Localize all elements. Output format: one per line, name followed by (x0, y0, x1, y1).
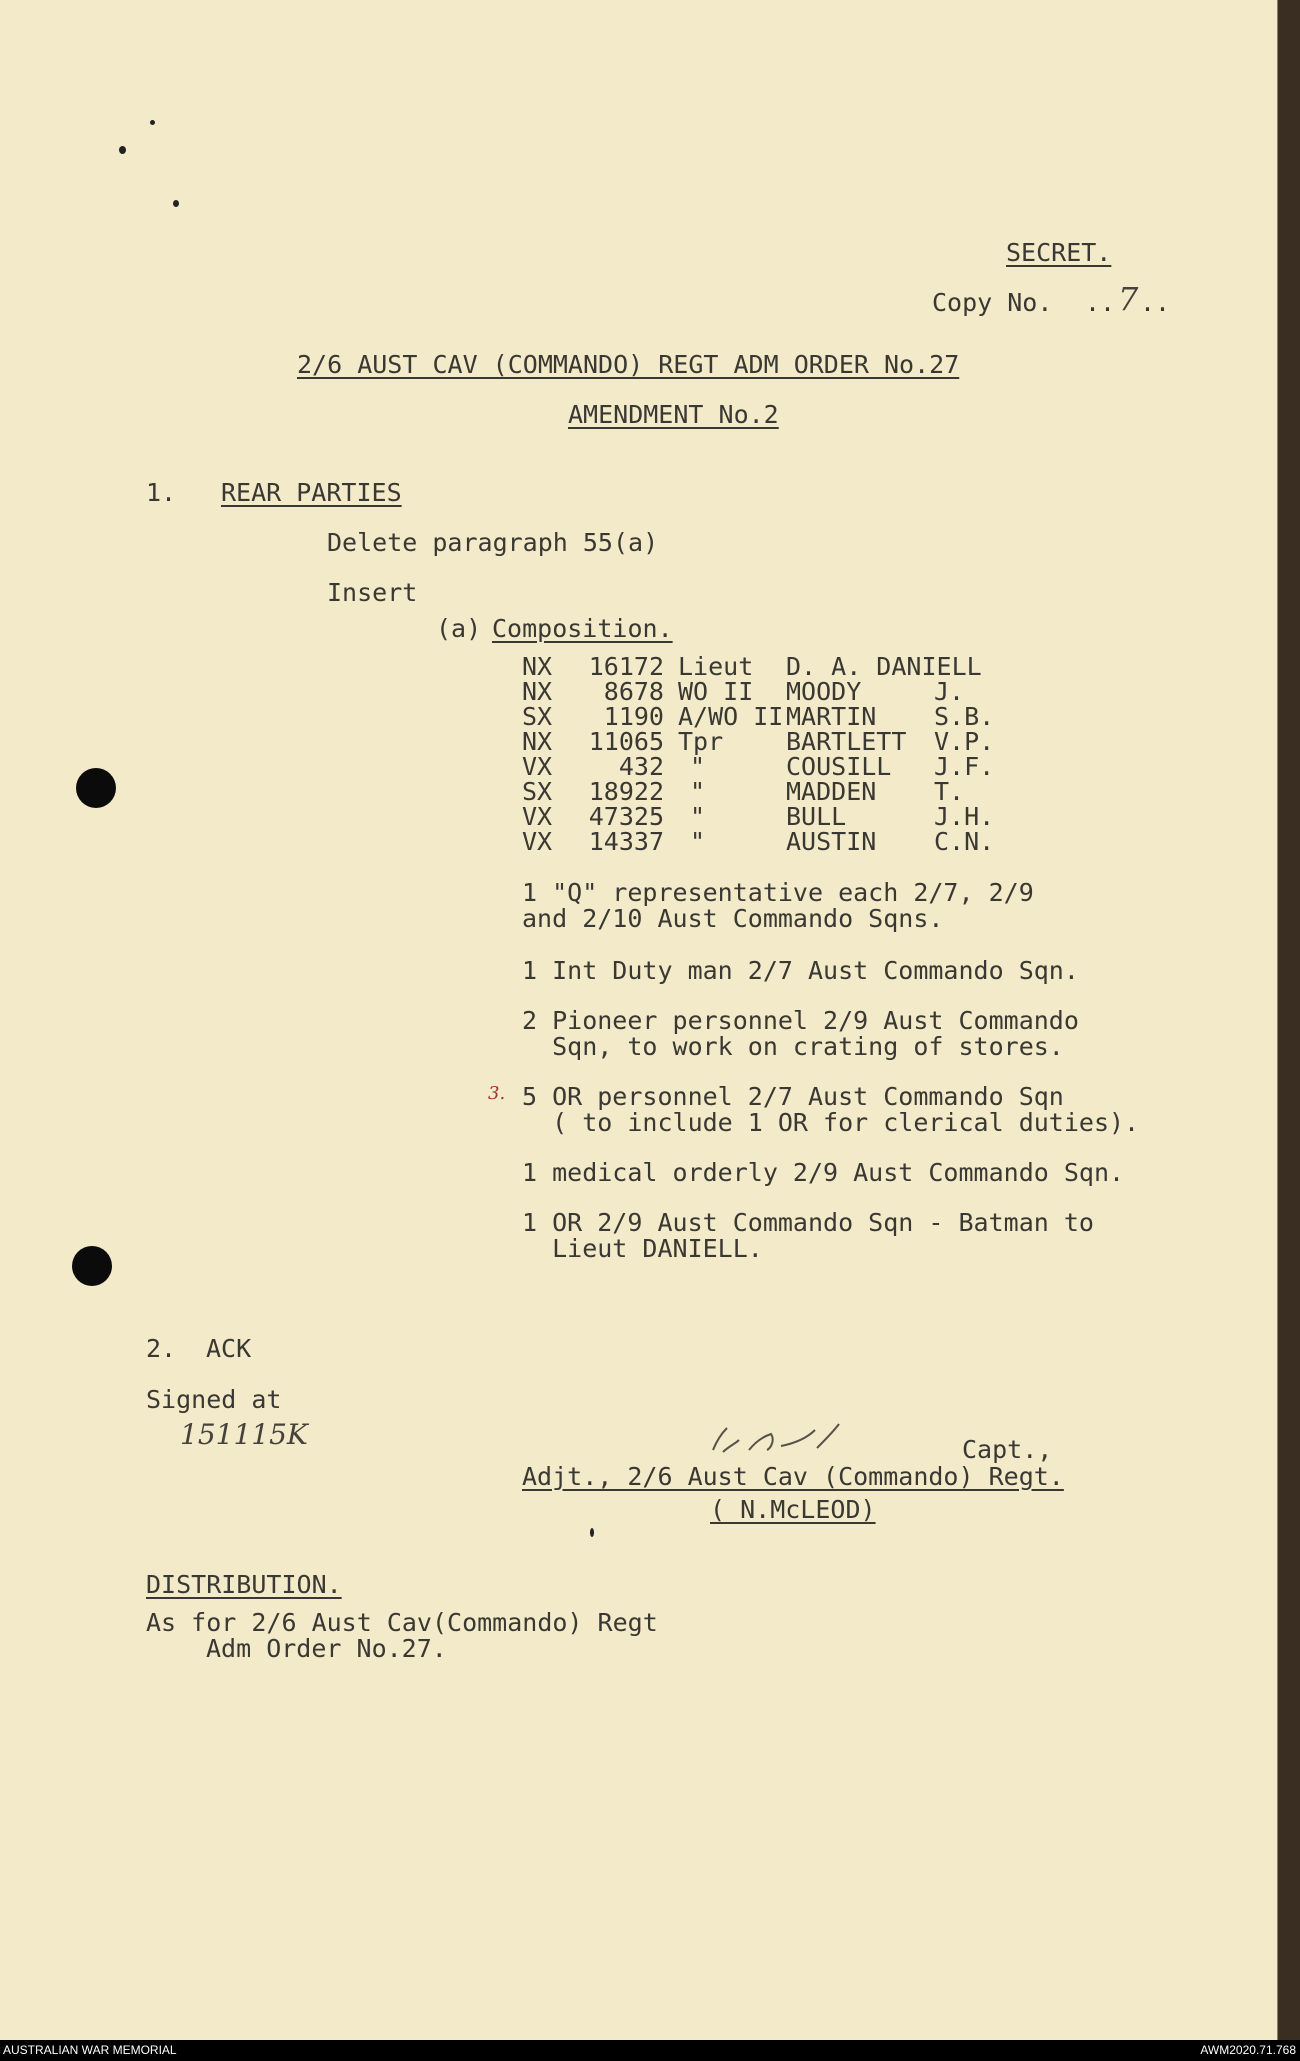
subparagraph-label: (a) (436, 614, 482, 643)
roster-name: D. A. DANIELL (786, 652, 982, 681)
roster-number: 432 (618, 752, 664, 781)
roster-prefix: VX (522, 827, 553, 856)
section-2-number: 2. (146, 1334, 177, 1363)
roster-number: 11065 (588, 727, 664, 756)
table-row (522, 679, 994, 704)
table-row (522, 804, 994, 829)
roster-rank: A/WO II (678, 702, 784, 731)
roster-prefix: VX (522, 752, 553, 781)
roster-number: 8678 (603, 677, 664, 706)
composition-heading: Composition. (492, 614, 673, 643)
roster-rank: " (690, 752, 706, 781)
roster-prefix: NX (522, 677, 553, 706)
section-2-heading: ACK (206, 1334, 252, 1363)
section-1-heading: REAR PARTIES (221, 478, 402, 507)
list-item-line: ( to include 1 OR for clerical duties). (522, 1108, 1140, 1137)
roster-name: COUSILL (786, 752, 892, 781)
signatory-appointment: Adjt., 2/6 Aust Cav (Commando) Regt. (522, 1462, 1064, 1491)
roster-name: MADDEN (786, 777, 877, 806)
classification-marking: SECRET. (1006, 238, 1112, 267)
signatory-rank: Capt., (962, 1435, 1053, 1464)
signed-at-label: Signed at (146, 1385, 282, 1414)
ink-speck (119, 146, 126, 154)
roster-prefix: VX (522, 802, 553, 831)
roster-name: MOODY (786, 677, 862, 706)
roster-table (522, 654, 994, 854)
list-item-line: 1 OR 2/9 Aust Commando Sqn - Batman to (522, 1208, 1094, 1237)
table-row (522, 729, 994, 754)
list-item-line: 2 Pioneer personnel 2/9 Aust Commando (522, 1006, 1079, 1035)
roster-name: BARTLETT (786, 727, 907, 756)
footer-accession-number: AWM2020.71.768 (1200, 2043, 1296, 2057)
roster-name: AUSTIN (786, 827, 877, 856)
roster-rank: Lieut (678, 652, 754, 681)
margin-note: 3. (488, 1083, 506, 1104)
punch-hole-bottom (72, 1246, 112, 1286)
roster-initials: C.N. (934, 827, 995, 856)
roster-initials: J.H. (934, 802, 995, 831)
roster-number: 47325 (588, 802, 664, 831)
list-item-line: 1 Int Duty man 2/7 Aust Commando Sqn. (522, 956, 1079, 985)
roster-number: 14337 (588, 827, 664, 856)
table-row (522, 654, 994, 679)
roster-initials: J. (934, 677, 965, 706)
copy-number: 7 (1118, 280, 1139, 318)
amendment-title: AMENDMENT No.2 (568, 400, 779, 429)
ink-speck (173, 200, 179, 207)
roster-initials: T. (934, 777, 965, 806)
list-item-line: 5 OR personnel 2/7 Aust Commando Sqn (522, 1082, 1064, 1111)
roster-number: 18922 (588, 777, 664, 806)
archive-footer (0, 2040, 1300, 2061)
roster-initials: J.F. (934, 752, 995, 781)
insert-label: Insert (327, 578, 418, 607)
roster-prefix: NX (522, 652, 553, 681)
list-item-line: and 2/10 Aust Commando Sqns. (522, 904, 944, 933)
ink-speck (590, 1528, 594, 1537)
roster-rank: Tpr (678, 727, 724, 756)
roster-rank: " (690, 827, 706, 856)
table-row (522, 779, 994, 804)
list-item-line: 1 "Q" representative each 2/7, 2/9 (522, 878, 1034, 907)
copy-number-dots-left: .. (1085, 288, 1116, 317)
footer-institution: AUSTRALIAN WAR MEMORIAL (3, 2043, 177, 2057)
roster-prefix: SX (522, 777, 553, 806)
distribution-heading: DISTRIBUTION. (146, 1570, 342, 1599)
list-item-line: 1 medical orderly 2/9 Aust Commando Sqn. (522, 1158, 1125, 1187)
punch-hole-top (76, 768, 116, 808)
roster-prefix: NX (522, 727, 553, 756)
roster-initials: V.P. (934, 727, 995, 756)
signed-time: 151115K (180, 1418, 308, 1451)
section-1-number: 1. (146, 478, 177, 507)
distribution-line-1: As for 2/6 Aust Cav(Commando) Regt (146, 1608, 658, 1637)
document-title: 2/6 AUST CAV (COMMANDO) REGT ADM ORDER No.27 (297, 350, 960, 379)
roster-rank: " (690, 802, 706, 831)
roster-initials: S.B. (934, 702, 995, 731)
roster-rank: " (690, 777, 706, 806)
roster-number: 16172 (588, 652, 664, 681)
copy-label: Copy No. (932, 288, 1053, 317)
table-row (522, 704, 994, 729)
table-row (522, 754, 994, 779)
distribution-line-2: Adm Order No.27. (206, 1634, 447, 1663)
list-item-line: Lieut DANIELL. (522, 1234, 763, 1263)
roster-number: 1190 (603, 702, 664, 731)
signatory-name: ( N.McLEOD) (710, 1495, 876, 1524)
roster-prefix: SX (522, 702, 553, 731)
table-row (522, 829, 994, 854)
ink-speck (150, 120, 155, 125)
copy-number-dots-right: .. (1140, 288, 1171, 317)
signature-mark (705, 1410, 885, 1470)
delete-instruction: Delete paragraph 55(a) (327, 528, 659, 557)
list-item-line: Sqn, to work on crating of stores. (522, 1032, 1064, 1061)
roster-name: MARTIN (786, 702, 877, 731)
roster-name: BULL (786, 802, 847, 831)
roster-rank: WO II (678, 677, 754, 706)
